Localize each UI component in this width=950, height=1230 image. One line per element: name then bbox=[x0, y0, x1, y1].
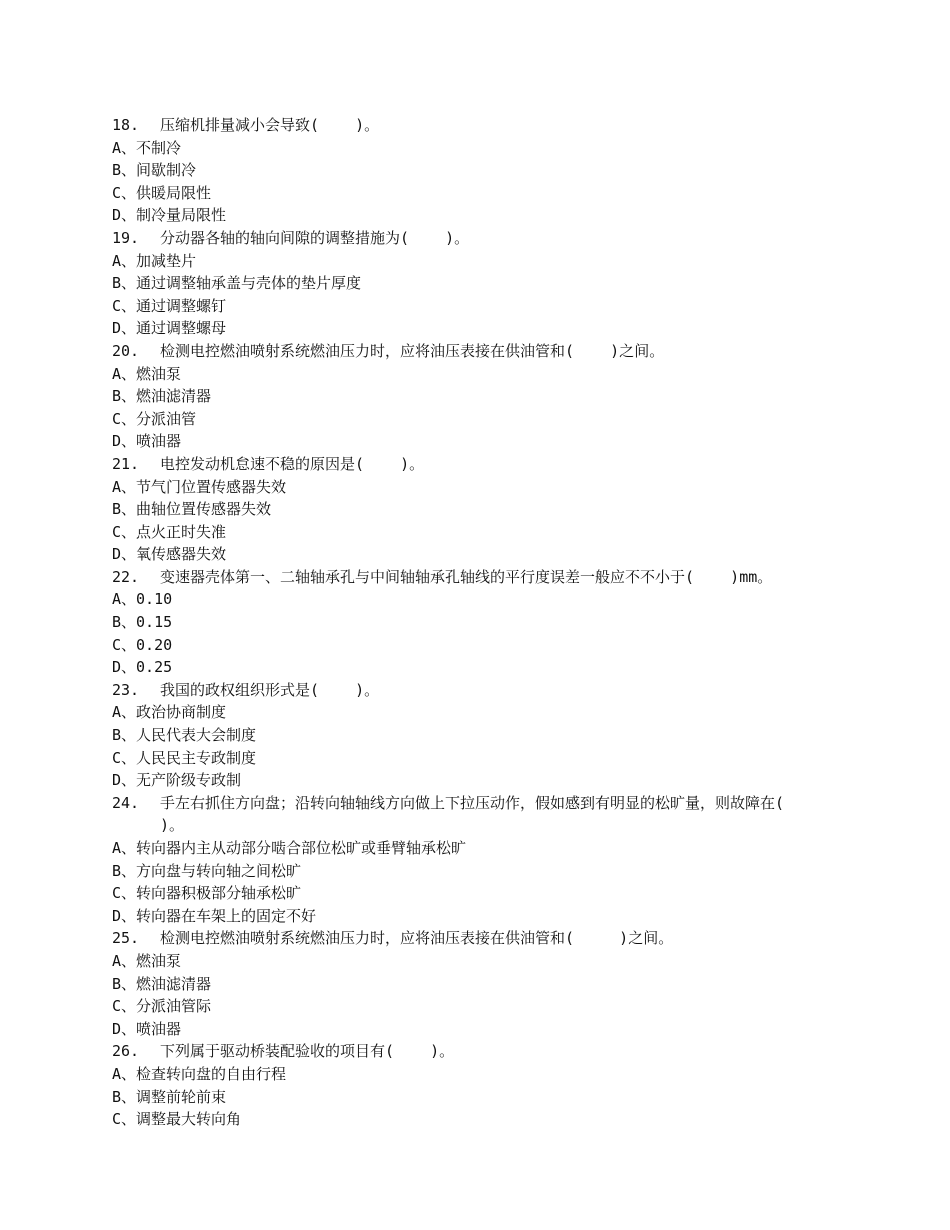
question-text: 电控发动机怠速不稳的原因是( )。 bbox=[160, 454, 425, 473]
answer-option: A、转向器内主从动部分啮合部位松旷或垂臂轴承松旷 bbox=[112, 839, 467, 857]
answer-option: A、燃油泵 bbox=[112, 364, 182, 383]
question-block bbox=[112, 227, 842, 340]
answer-option: B、间歇制冷 bbox=[112, 161, 197, 180]
answer-option: B、方向盘与转向轴之间松旷 bbox=[112, 861, 302, 880]
answer-option: D、制冷量局限性 bbox=[112, 206, 227, 225]
question-list bbox=[112, 114, 842, 1131]
answer-option: C、调整最大转向角 bbox=[112, 1110, 242, 1129]
question-stem bbox=[112, 340, 842, 363]
question-number: 19. bbox=[112, 228, 140, 247]
question-stem bbox=[112, 927, 842, 950]
answer-option: D、喷油器 bbox=[112, 432, 182, 451]
answer-option: A、0.10 bbox=[112, 590, 173, 609]
question-text: 检测电控燃油喷射系统燃油压力时，应将油压表接在供油管和( )之间。 bbox=[160, 929, 674, 948]
answer-option: A、检查转向盘的自由行程 bbox=[112, 1064, 287, 1083]
question-stem bbox=[112, 792, 842, 837]
answer-option: D、氧传感器失效 bbox=[112, 545, 227, 564]
answer-option: C、通过调整螺钉 bbox=[112, 296, 227, 315]
answer-option: C、0.20 bbox=[112, 635, 173, 654]
question-stem bbox=[112, 1040, 842, 1063]
answer-option: C、点火正时失准 bbox=[112, 522, 227, 541]
question-text: 检测电控燃油喷射系统燃油压力时，应将油压表接在供油管和( )之间。 bbox=[160, 341, 665, 360]
question-stem bbox=[112, 566, 842, 589]
question-number: 23. bbox=[112, 680, 140, 699]
question-block bbox=[112, 340, 842, 453]
question-text: 变速器壳体第一、二轴轴承孔与中间轴轴承孔轴线的平行度误差一般应不不小于( )mm。 bbox=[160, 567, 773, 586]
question-number: 25. bbox=[112, 929, 140, 948]
question-stem bbox=[112, 227, 842, 250]
question-number: 22. bbox=[112, 567, 140, 586]
answer-option: B、燃油滤清器 bbox=[112, 974, 212, 993]
question-number: 21. bbox=[112, 454, 140, 473]
answer-option: D、转向器在车架上的固定不好 bbox=[112, 906, 317, 925]
question-block bbox=[112, 114, 842, 227]
answer-option: C、分派油管际 bbox=[112, 997, 212, 1016]
answer-option: B、燃油滤清器 bbox=[112, 387, 212, 406]
answer-option: B、0.15 bbox=[112, 613, 173, 632]
answer-option: A、加减垫片 bbox=[112, 251, 197, 270]
question-stem bbox=[112, 453, 842, 476]
question-number: 20. bbox=[112, 341, 140, 360]
answer-option: D、无产阶级专政制 bbox=[112, 771, 242, 790]
question-number: 24. bbox=[112, 793, 140, 812]
question-stem bbox=[112, 114, 842, 137]
question-block bbox=[112, 1040, 842, 1130]
answer-option: B、曲轴位置传感器失效 bbox=[112, 500, 272, 519]
question-text: 压缩机排量减小会导致( )。 bbox=[160, 116, 380, 134]
question-text: 分动器各轴的轴向间隙的调整措施为( )。 bbox=[160, 228, 470, 247]
question-text: 下列属于驱动桥装配验收的项目有( )。 bbox=[160, 1042, 455, 1061]
answer-option: C、分派油管 bbox=[112, 409, 197, 428]
question-number: 18. bbox=[112, 116, 140, 134]
answer-option: D、通过调整螺母 bbox=[112, 319, 227, 338]
question-block bbox=[112, 566, 842, 679]
question-number: 26. bbox=[112, 1042, 140, 1061]
answer-option: D、喷油器 bbox=[112, 1019, 182, 1038]
question-block bbox=[112, 453, 842, 566]
question-text: 我国的政权组织形式是( )。 bbox=[160, 680, 380, 699]
answer-option: A、节气门位置传感器失效 bbox=[112, 477, 287, 496]
question-block bbox=[112, 792, 842, 928]
answer-option: B、人民代表大会制度 bbox=[112, 726, 257, 745]
question-text: 手左右抓住方向盘；沿转向轴轴线方向做上下拉压动作，假如感到有明显的松旷量，则故障在( )。 bbox=[160, 793, 821, 835]
answer-option: A、燃油泵 bbox=[112, 951, 182, 970]
answer-option: A、不制冷 bbox=[112, 138, 182, 157]
answer-option: C、供暖局限性 bbox=[112, 183, 212, 202]
answer-option: C、转向器积极部分轴承松旷 bbox=[112, 884, 302, 903]
question-stem bbox=[112, 679, 842, 702]
question-block bbox=[112, 927, 842, 1040]
answer-option: B、通过调整轴承盖与壳体的垫片厚度 bbox=[112, 274, 362, 293]
answer-option: B、调整前轮前束 bbox=[112, 1087, 227, 1106]
answer-option: D、0.25 bbox=[112, 658, 173, 677]
question-block bbox=[112, 679, 842, 792]
answer-option: A、政治协商制度 bbox=[112, 703, 227, 722]
answer-option: C、人民民主专政制度 bbox=[112, 748, 257, 767]
